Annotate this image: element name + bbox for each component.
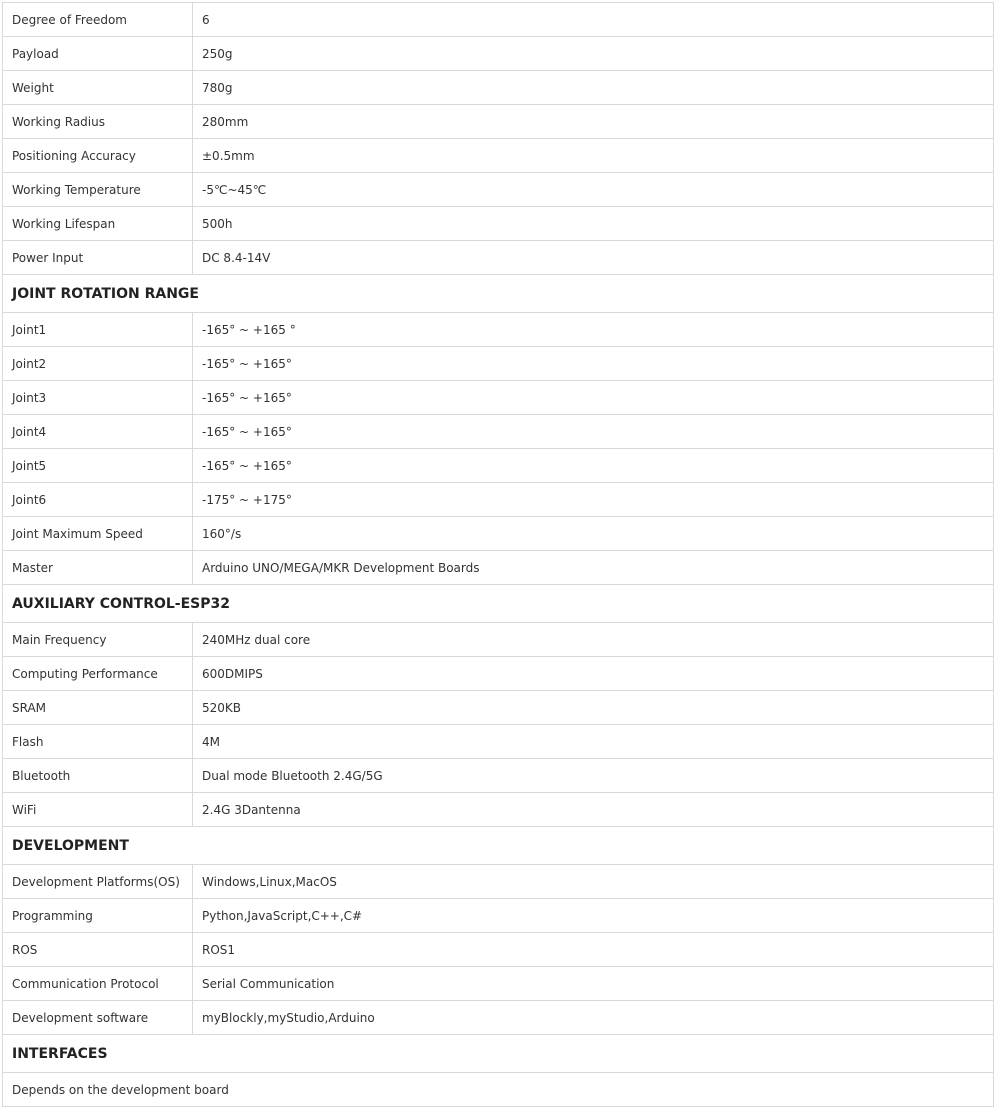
spec-row-working-lifespan bbox=[3, 207, 994, 241]
spec-row-bluetooth bbox=[3, 759, 994, 793]
spec-row-positioning-accuracy bbox=[3, 139, 994, 173]
spec-row-working-radius bbox=[3, 105, 994, 139]
spec-row-interfaces bbox=[3, 1073, 994, 1107]
spec-value: -165° ~ +165° bbox=[193, 415, 994, 449]
spec-label: Computing Performance bbox=[3, 657, 193, 691]
spec-row-communication-protocol bbox=[3, 967, 994, 1001]
spec-label: Main Frequency bbox=[3, 623, 193, 657]
spec-row-sram bbox=[3, 691, 994, 725]
spec-row-wifi bbox=[3, 793, 994, 827]
spec-value: -165° ~ +165 ° bbox=[193, 313, 994, 347]
spec-row-joint-maximum-speed bbox=[3, 517, 994, 551]
spec-label: Master bbox=[3, 551, 193, 585]
section-header-development bbox=[3, 827, 994, 865]
spec-row-joint4 bbox=[3, 415, 994, 449]
section-title: JOINT ROTATION RANGE bbox=[3, 275, 994, 313]
section-title: INTERFACES bbox=[3, 1035, 994, 1073]
spec-label: Joint3 bbox=[3, 381, 193, 415]
spec-value: 240MHz dual core bbox=[193, 623, 994, 657]
spec-value: Arduino UNO/MEGA/MKR Development Boards bbox=[193, 551, 994, 585]
spec-value: DC 8.4-14V bbox=[193, 241, 994, 275]
spec-value: Windows,Linux,MacOS bbox=[193, 865, 994, 899]
spec-label: Working Temperature bbox=[3, 173, 193, 207]
spec-label: Degree of Freedom bbox=[3, 3, 193, 37]
spec-label: Joint1 bbox=[3, 313, 193, 347]
spec-label: Development Platforms(OS) bbox=[3, 865, 193, 899]
spec-label: Bluetooth bbox=[3, 759, 193, 793]
spec-label: Flash bbox=[3, 725, 193, 759]
spec-row-flash bbox=[3, 725, 994, 759]
spec-table bbox=[2, 2, 994, 1107]
section-title: DEVELOPMENT bbox=[3, 827, 994, 865]
section-title: AUXILIARY CONTROL-ESP32 bbox=[3, 585, 994, 623]
spec-row-joint6 bbox=[3, 483, 994, 517]
spec-label: Weight bbox=[3, 71, 193, 105]
spec-value: Dual mode Bluetooth 2.4G/5G bbox=[193, 759, 994, 793]
spec-value: -165° ~ +165° bbox=[193, 449, 994, 483]
spec-value: 4M bbox=[193, 725, 994, 759]
section-header-auxiliary-control bbox=[3, 585, 994, 623]
spec-row-working-temperature bbox=[3, 173, 994, 207]
spec-value: Serial Communication bbox=[193, 967, 994, 1001]
spec-value: 2.4G 3Dantenna bbox=[193, 793, 994, 827]
spec-row-joint5 bbox=[3, 449, 994, 483]
spec-label: ROS bbox=[3, 933, 193, 967]
spec-row-degree-of-freedom bbox=[3, 3, 994, 37]
spec-row-joint1 bbox=[3, 313, 994, 347]
section-header-joint-rotation-range bbox=[3, 275, 994, 313]
spec-label: Positioning Accuracy bbox=[3, 139, 193, 173]
spec-label: Payload bbox=[3, 37, 193, 71]
spec-value: -175° ~ +175° bbox=[193, 483, 994, 517]
spec-row-programming bbox=[3, 899, 994, 933]
spec-value: myBlockly,myStudio,Arduino bbox=[193, 1001, 994, 1035]
spec-row-ros bbox=[3, 933, 994, 967]
spec-label: Joint5 bbox=[3, 449, 193, 483]
spec-value: 780g bbox=[193, 71, 994, 105]
spec-row-development-platforms bbox=[3, 865, 994, 899]
spec-label: WiFi bbox=[3, 793, 193, 827]
spec-row-main-frequency bbox=[3, 623, 994, 657]
spec-row-power-input bbox=[3, 241, 994, 275]
spec-row-master bbox=[3, 551, 994, 585]
spec-value: 600DMIPS bbox=[193, 657, 994, 691]
spec-label: Working Radius bbox=[3, 105, 193, 139]
spec-label: Joint2 bbox=[3, 347, 193, 381]
section-header-interfaces bbox=[3, 1035, 994, 1073]
spec-value: ROS1 bbox=[193, 933, 994, 967]
spec-value: 500h bbox=[193, 207, 994, 241]
spec-label: Joint4 bbox=[3, 415, 193, 449]
spec-label: Working Lifespan bbox=[3, 207, 193, 241]
spec-label: Programming bbox=[3, 899, 193, 933]
spec-row-weight bbox=[3, 71, 994, 105]
spec-value: 160°/s bbox=[193, 517, 994, 551]
spec-value: -5℃~45℃ bbox=[193, 173, 994, 207]
spec-value: 6 bbox=[193, 3, 994, 37]
spec-value: 280mm bbox=[193, 105, 994, 139]
spec-label: Joint6 bbox=[3, 483, 193, 517]
spec-label: SRAM bbox=[3, 691, 193, 725]
interfaces-text: Depends on the development board bbox=[3, 1073, 994, 1107]
spec-label: Communication Protocol bbox=[3, 967, 193, 1001]
spec-label: Development software bbox=[3, 1001, 193, 1035]
spec-value: Python,JavaScript,C++,C# bbox=[193, 899, 994, 933]
spec-value: 250g bbox=[193, 37, 994, 71]
spec-row-development-software bbox=[3, 1001, 994, 1035]
spec-label: Power Input bbox=[3, 241, 193, 275]
spec-label: Joint Maximum Speed bbox=[3, 517, 193, 551]
spec-value: -165° ~ +165° bbox=[193, 347, 994, 381]
spec-value: 520KB bbox=[193, 691, 994, 725]
spec-row-computing-performance bbox=[3, 657, 994, 691]
spec-row-joint2 bbox=[3, 347, 994, 381]
spec-value: ±0.5mm bbox=[193, 139, 994, 173]
spec-row-joint3 bbox=[3, 381, 994, 415]
spec-row-payload bbox=[3, 37, 994, 71]
spec-value: -165° ~ +165° bbox=[193, 381, 994, 415]
